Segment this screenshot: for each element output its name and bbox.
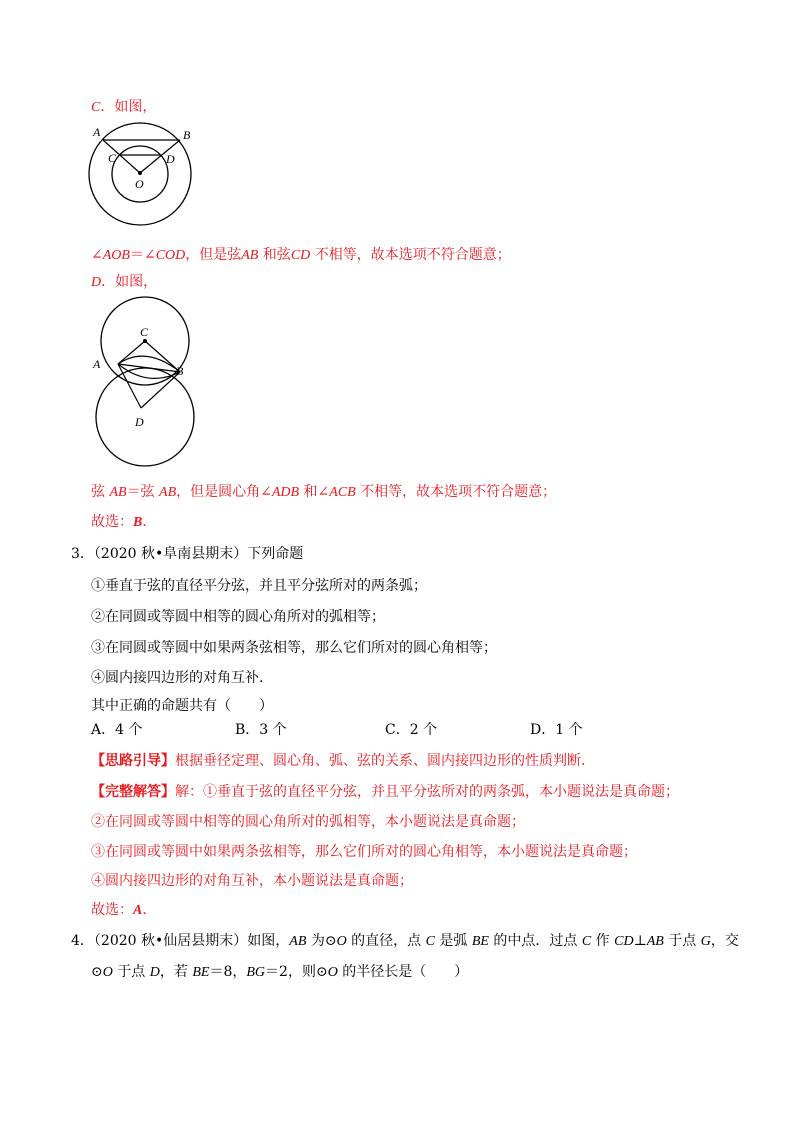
statement-1: ①垂直于弦的直径平分弦，并且平分弦所对的两条弧； (91, 578, 427, 594)
label-b: B (176, 364, 184, 378)
center-c (143, 339, 147, 343)
center-point (138, 171, 142, 175)
question-3-conclusion: 故选：A． (91, 902, 157, 918)
solution-line-1: 【完整解答】解：①垂直于弦的直径平分弦，并且平分弦所对的两条弧，本小题说法是真命题； (91, 784, 679, 800)
option-a: A．4 个 (91, 722, 143, 738)
option-d-heading: D．如图， (91, 274, 158, 290)
solution-line-3: ③在同圆或等圆中如果两条弦相等，那么它们所对的圆心角相等，本小题说法是真命题； (91, 844, 637, 860)
option-d-conclusion: 故选：B． (91, 514, 157, 530)
label-o: O (135, 177, 144, 191)
segment-ac (118, 341, 145, 364)
hint: 【思路引导】根据垂径定理、圆心角、弧、弦的关系、圆内接四边形的性质判断. (91, 753, 586, 769)
solution-line-4: ④圆内接四边形的对角互补，本小题说法是真命题； (91, 873, 413, 889)
label-a: A (93, 125, 101, 139)
solution-line-2: ②在同圆或等圆中相等的圆心角所对的弧相等，本小题说法是真命题； (91, 814, 525, 830)
question-3-prompt: 其中正确的命题共有（ ） (91, 698, 273, 714)
question-number: 3． (71, 546, 94, 562)
label-d: D (166, 152, 175, 166)
option-letter: C (91, 100, 101, 115)
statement-2: ②在同圆或等圆中相等的圆心角所对的弧相等； (91, 609, 385, 625)
option-letter: D (91, 275, 102, 290)
label-b: B (183, 128, 191, 142)
solution-tag: 【完整解答】 (91, 784, 175, 800)
label-d: D (135, 415, 144, 429)
question-3-stem: 3．（2020 秋•阜南县期末）下列命题 (71, 546, 304, 562)
label-a: A (93, 357, 101, 371)
option-d-explanation: 弦 AB＝弦 AB，但是圆心角∠ADB 和∠ACB 不相等，故本选项不符合题意； (91, 484, 557, 500)
question-4-line-1: 4．（2020 秋•仙居县期末）如图，AB 为⊙O 的直径，点 C 是弧 BE 的中点．过点 C 作 CD⊥AB 于点 G，交 (71, 933, 739, 949)
option-d: D．1 个 (530, 722, 583, 738)
label-c: C (108, 151, 117, 165)
statement-3: ③在同圆或等圆中如果两条弦相等，那么它们所对的圆心角相等； (91, 640, 497, 656)
option-c-explanation: ∠AOB＝∠COD，但是弦AB 和弦CD 不相等，故本选项不符合题意； (91, 247, 511, 263)
lower-circle (96, 368, 194, 466)
question-4-line-2: ⊙O 于点 D，若 BE＝8，BG＝2，则⊙O 的半径长是（ ） (91, 964, 469, 980)
figure-intersecting-circles (84, 296, 206, 468)
option-c-heading: C．如图， (91, 99, 157, 115)
option-b: B．3 个 (235, 722, 287, 738)
label-c: C (140, 325, 149, 339)
question-number: 4． (71, 933, 94, 949)
option-c: C．2 个 (385, 722, 438, 738)
hint-tag: 【思路引导】 (91, 753, 175, 769)
figure-concentric-circles (84, 118, 204, 230)
statement-4: ④圆内接四边形的对角互补. (91, 670, 264, 686)
